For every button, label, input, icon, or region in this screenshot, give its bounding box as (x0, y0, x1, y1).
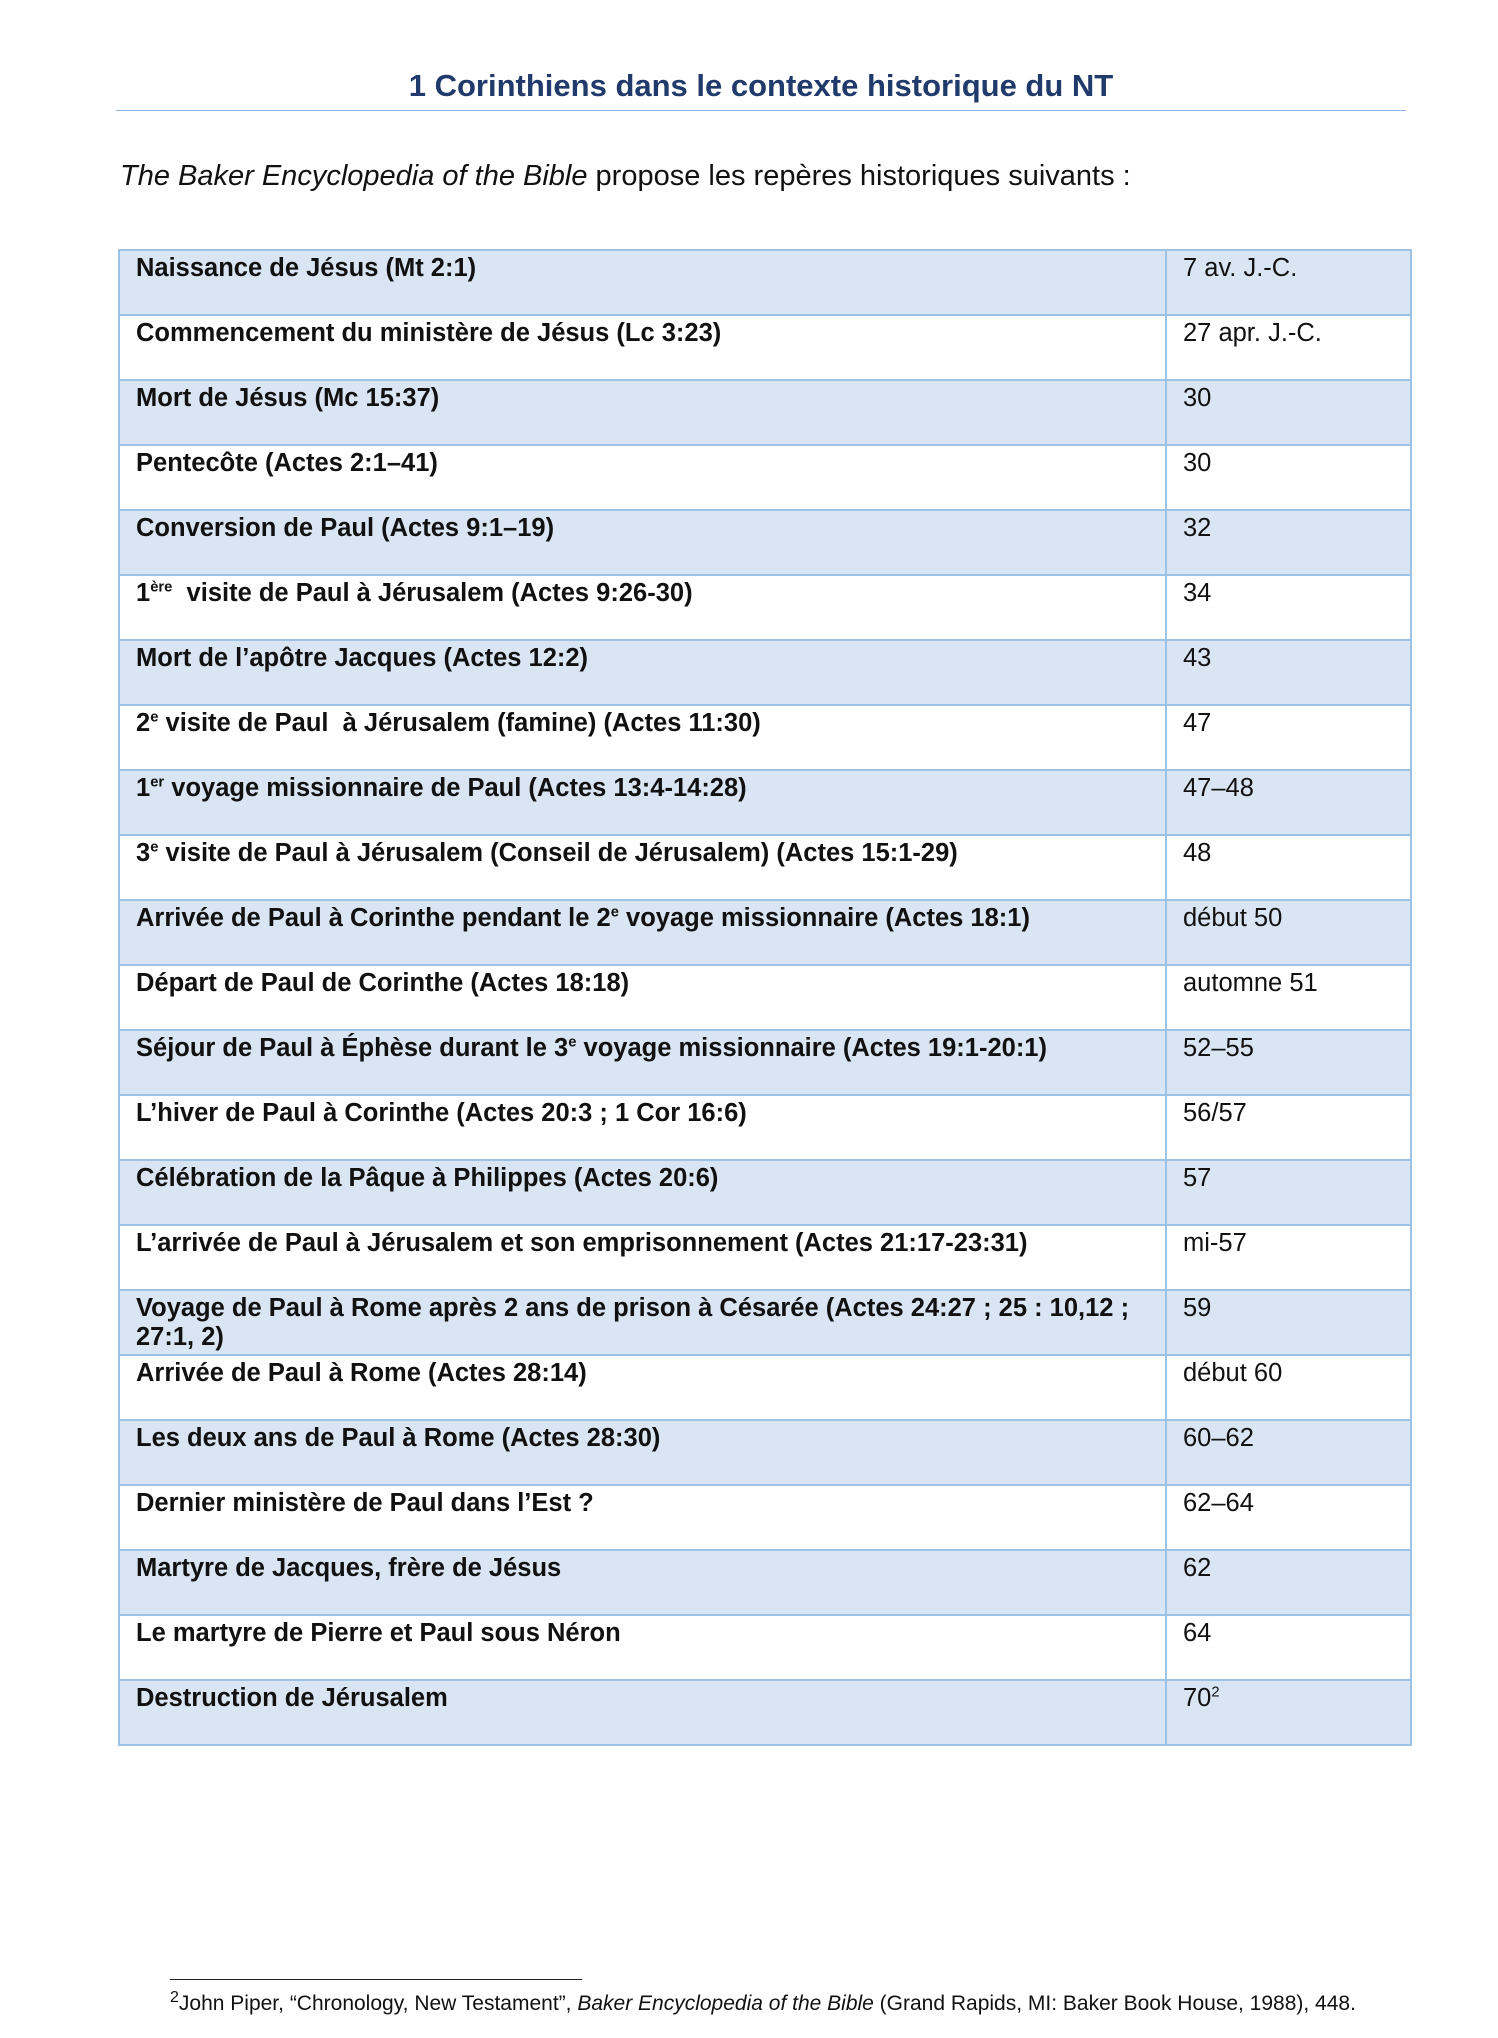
intro-paragraph (120, 160, 1131, 193)
event-text-continued: visite de Paul à Jérusalem (famine) (Actes 11:30) (158, 709, 761, 737)
event-text: Départ de Paul de Corinthe (Actes 18:18) (136, 969, 630, 997)
event-cell (119, 315, 1166, 380)
event-text-continued: visite de Paul à Jérusalem (Actes 9:26-30) (172, 579, 693, 607)
date-text: 47–48 (1183, 774, 1254, 802)
event-text: Voyage de Paul à Rome après 2 ans de prison à Césarée (Actes 24:27 ; 25 : 10,12 ; 27:1, 2) (136, 1294, 1130, 1351)
event-text: Commencement du ministère de Jésus (Lc 3:23) (136, 319, 722, 347)
date-cell (1166, 835, 1411, 900)
event-text: 3 (136, 839, 151, 867)
table-row (119, 315, 1411, 380)
event-text-continued: voyage missionnaire (Actes 18:1) (618, 904, 1030, 932)
date-cell (1166, 1095, 1411, 1160)
ordinal-superscript: e (610, 904, 619, 921)
event-text-continued: voyage missionnaire (Actes 19:1-20:1) (576, 1034, 1047, 1062)
ordinal-superscript: ère (150, 579, 173, 596)
date-text: 57 (1183, 1164, 1212, 1192)
table-row (119, 1290, 1411, 1355)
ordinal-superscript: e (150, 839, 159, 856)
date-cell (1166, 1030, 1411, 1095)
date-cell (1166, 380, 1411, 445)
event-text: Arrivée de Paul à Rome (Actes 28:14) (136, 1359, 587, 1387)
table-row (119, 965, 1411, 1030)
footnote-text-pre: John Piper, “Chronology, New Testament”, (178, 1992, 578, 2015)
date-cell (1166, 510, 1411, 575)
title-underline (116, 110, 1406, 111)
event-text: L’arrivée de Paul à Jérusalem et son emprisonnement (Actes 21:17-23:31) (136, 1229, 1028, 1257)
table-row (119, 380, 1411, 445)
date-text: 62–64 (1183, 1489, 1254, 1517)
event-text: Conversion de Paul (Actes 9:1–19) (136, 514, 555, 542)
date-cell (1166, 1225, 1411, 1290)
date-text: 64 (1183, 1619, 1212, 1647)
event-cell (119, 1680, 1166, 1745)
event-cell (119, 1095, 1166, 1160)
table-row (119, 770, 1411, 835)
event-text: Pentecôte (Actes 2:1–41) (136, 449, 438, 477)
event-cell (119, 705, 1166, 770)
event-text: Dernier ministère de Paul dans l’Est ? (136, 1489, 594, 1517)
event-cell (119, 445, 1166, 510)
event-text: 1 (136, 774, 151, 802)
event-cell (119, 1225, 1166, 1290)
date-cell (1166, 705, 1411, 770)
date-cell (1166, 1420, 1411, 1485)
date-cell (1166, 965, 1411, 1030)
event-text: 2 (136, 709, 151, 737)
date-text: 32 (1183, 514, 1212, 542)
event-cell (119, 835, 1166, 900)
event-cell (119, 1355, 1166, 1420)
date-cell (1166, 575, 1411, 640)
chronology-table-body (119, 250, 1411, 1745)
table-row (119, 1420, 1411, 1485)
date-text: 60–62 (1183, 1424, 1254, 1452)
date-text: 56/57 (1183, 1099, 1247, 1127)
date-text: 70 (1183, 1684, 1212, 1712)
footnote-number: 2 (170, 1989, 179, 2006)
date-cell (1166, 1160, 1411, 1225)
event-cell (119, 1420, 1166, 1485)
date-text: début 50 (1183, 904, 1283, 932)
date-cell (1166, 1290, 1411, 1355)
date-text: début 60 (1183, 1359, 1283, 1387)
event-text: Mort de Jésus (Mc 15:37) (136, 384, 440, 412)
date-text: 62 (1183, 1554, 1212, 1582)
ordinal-superscript: er (150, 774, 165, 791)
table-row (119, 445, 1411, 510)
event-text-continued: visite de Paul à Jérusalem (Conseil de Jérusalem) (Actes 15:1-29) (158, 839, 958, 867)
event-cell (119, 640, 1166, 705)
table-row (119, 1160, 1411, 1225)
date-cell (1166, 900, 1411, 965)
date-text: 34 (1183, 579, 1212, 607)
ordinal-superscript: e (150, 709, 159, 726)
date-cell (1166, 640, 1411, 705)
table-row (119, 1225, 1411, 1290)
page-title: 1 Corinthiens dans le contexte historique du NT (408, 68, 1114, 103)
table-row (119, 575, 1411, 640)
date-cell (1166, 250, 1411, 315)
date-text: 30 (1183, 449, 1212, 477)
date-text: 30 (1183, 384, 1212, 412)
event-text: Martyre de Jacques, frère de Jésus (136, 1554, 562, 1582)
table-row (119, 705, 1411, 770)
event-text: Les deux ans de Paul à Rome (Actes 28:30) (136, 1424, 661, 1452)
event-cell (119, 1615, 1166, 1680)
footnote-separator (170, 1979, 582, 1980)
table-row (119, 835, 1411, 900)
event-cell (119, 1485, 1166, 1550)
date-cell (1166, 1550, 1411, 1615)
ordinal-superscript: e (568, 1034, 577, 1051)
event-cell (119, 510, 1166, 575)
event-cell (119, 770, 1166, 835)
table-row (119, 1030, 1411, 1095)
intro-text: propose les repères historiques suivants : (587, 160, 1131, 192)
table-row (119, 1095, 1411, 1160)
event-cell (119, 1160, 1166, 1225)
event-cell (119, 1030, 1166, 1095)
table-row (119, 1615, 1411, 1680)
event-text-continued: voyage missionnaire de Paul (Actes 13:4-14:28) (164, 774, 747, 802)
table-row (119, 1485, 1411, 1550)
event-cell (119, 575, 1166, 640)
date-text: 43 (1183, 644, 1212, 672)
chronology-table (118, 249, 1412, 1746)
table-row (119, 250, 1411, 315)
date-cell (1166, 315, 1411, 380)
event-cell (119, 965, 1166, 1030)
event-cell (119, 1550, 1166, 1615)
table-row (119, 640, 1411, 705)
date-cell (1166, 770, 1411, 835)
event-text: Le martyre de Pierre et Paul sous Néron (136, 1619, 621, 1647)
date-cell (1166, 1680, 1411, 1745)
footnote-book-title: Baker Encyclopedia of the Bible (577, 1992, 874, 2015)
date-cell (1166, 1615, 1411, 1680)
date-cell (1166, 1485, 1411, 1550)
table-row (119, 1680, 1411, 1745)
footnote-text-post: (Grand Rapids, MI: Baker Book House, 1988), 448. (873, 1992, 1356, 2015)
footnote-reference[interactable]: 2 (1211, 1684, 1220, 1701)
event-cell (119, 1290, 1166, 1355)
event-text: Arrivée de Paul à Corinthe pendant le 2 (136, 904, 611, 932)
date-text: 52–55 (1183, 1034, 1254, 1062)
event-text: Destruction de Jérusalem (136, 1684, 448, 1712)
event-text: Mort de l’apôtre Jacques (Actes 12:2) (136, 644, 589, 672)
event-cell (119, 900, 1166, 965)
event-cell (119, 380, 1166, 445)
table-row (119, 1550, 1411, 1615)
date-cell (1166, 445, 1411, 510)
date-text: 48 (1183, 839, 1212, 867)
date-text: 27 apr. J.-C. (1183, 319, 1322, 347)
event-text: L’hiver de Paul à Corinthe (Actes 20:3 ; 1 Cor 16:6) (136, 1099, 747, 1127)
date-text: automne 51 (1183, 969, 1318, 997)
date-text: 59 (1183, 1294, 1212, 1322)
event-text: 1 (136, 579, 151, 607)
table-row (119, 1355, 1411, 1420)
footnote (170, 1989, 1356, 2016)
date-text: 47 (1183, 709, 1212, 737)
table-row (119, 510, 1411, 575)
date-cell (1166, 1355, 1411, 1420)
event-text: Célébration de la Pâque à Philippes (Actes 20:6) (136, 1164, 719, 1192)
date-text: mi-57 (1183, 1229, 1247, 1257)
intro-source-title: The Baker Encyclopedia of the Bible (120, 160, 588, 192)
event-text: Naissance de Jésus (Mt 2:1) (136, 254, 477, 282)
date-text: 7 av. J.-C. (1183, 254, 1298, 282)
event-cell (119, 250, 1166, 315)
table-row (119, 900, 1411, 965)
event-text: Séjour de Paul à Éphèse durant le 3 (136, 1034, 569, 1062)
